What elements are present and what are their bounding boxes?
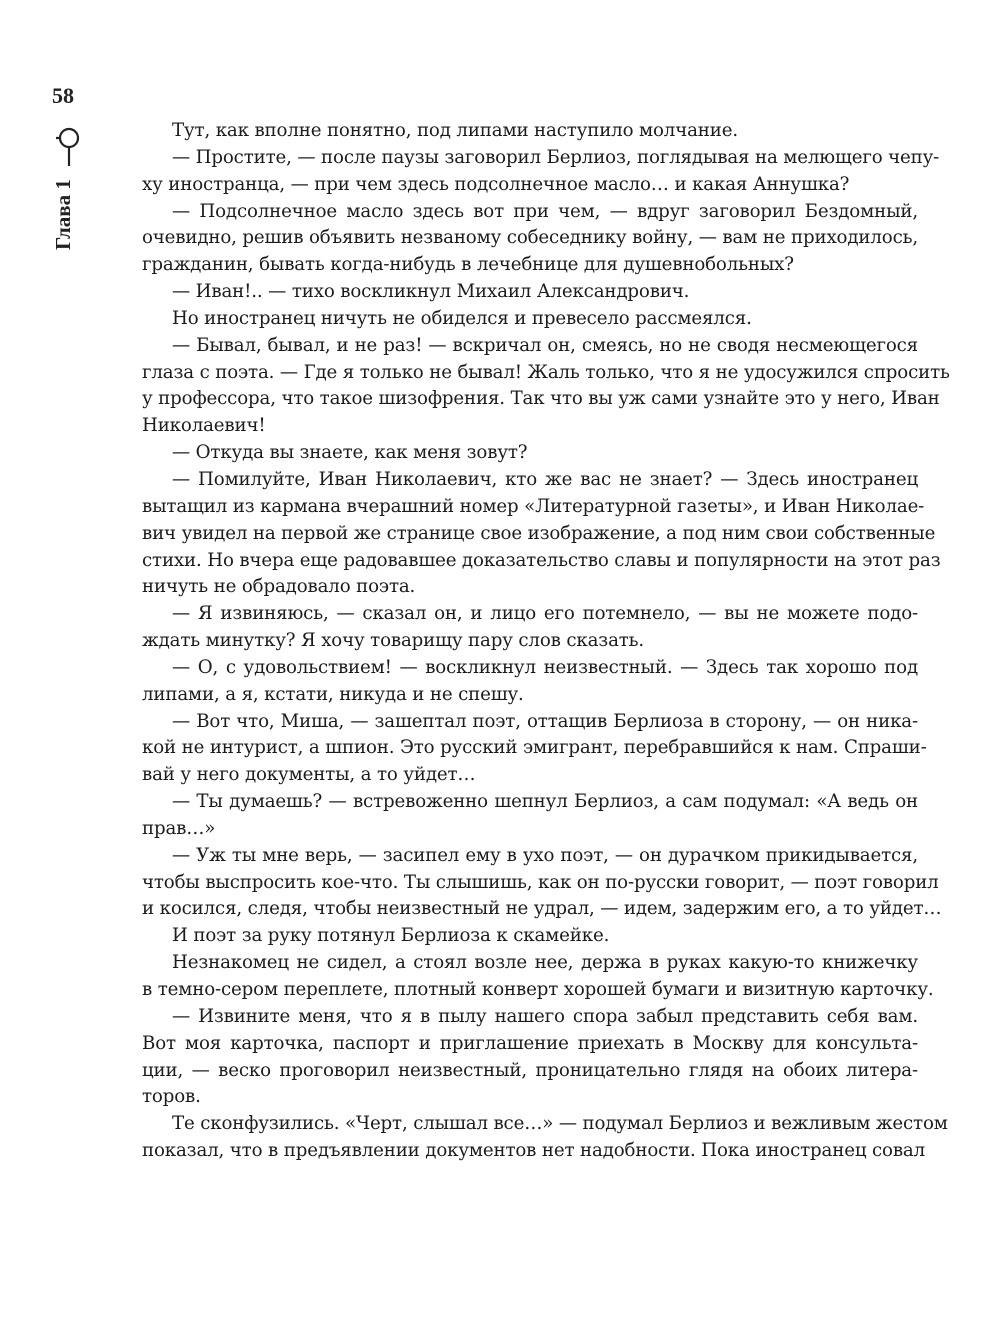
paragraph bbox=[142, 306, 918, 333]
text-line: — Простите, — после паузы заговорил Берлиоз, поглядывая на мелющего чепу- bbox=[172, 146, 940, 168]
text-line: — Вот что, Миша, — зашептал поэт, оттащив Берлиоза в сторону, — он ника- bbox=[172, 710, 918, 732]
text-line: кой не интурист, а шпион. Это русский эмигрант, перебравшийся к нам. Спраши- bbox=[142, 737, 927, 759]
body-text bbox=[142, 118, 950, 1165]
text-line: Но иностранец ничуть не обиделся и превесело рассмеялся. bbox=[172, 307, 752, 329]
text-line: — Откуда вы знаете, как меня зовут? bbox=[172, 442, 528, 464]
paragraph bbox=[142, 1004, 918, 1111]
text-line: — Иван!.. — тихо воскликнул Михаил Александрович. bbox=[172, 281, 690, 303]
text-line: у профессора, что такое шизофрения. Так что вы уж сами узнайте это у него, Иван bbox=[142, 388, 940, 410]
text-line: стихи. Но вчера еще радовавшее доказательство славы и популярности на этот раз bbox=[142, 549, 941, 571]
text-line: ху иностранца, — при чем здесь подсолнечное масло… и какая Аннушка? bbox=[142, 173, 850, 195]
text-line: показал, что в предъявлении документов нет надобности. Пока иностранец совал bbox=[142, 1140, 926, 1162]
text-line: вич увидел на первой же странице свое изображение, а под ним свои собственные bbox=[142, 522, 936, 544]
text-line: Незнакомец не сидел, а стоял возле нее, держа в руках какую-то книжечку bbox=[172, 952, 918, 974]
text-line: — Уж ты мне верь, — засипел ему в ухо поэт, — он дурачком прикидывается, bbox=[172, 844, 918, 866]
text-line: глаза с поэта. — Где я только не бывал! Жаль только, что я не удосужился спросить bbox=[142, 361, 950, 383]
text-line: липами, а я, кстати, никуда и не спешу. bbox=[142, 683, 524, 705]
text-line: — Помилуйте, Иван Николаевич, кто же вас не знает? — Здесь иностранец bbox=[172, 468, 918, 490]
text-line: ждать минутку? Я хочу товарищу пару слов сказать. bbox=[142, 630, 645, 652]
text-line: ничуть не обрадовало поэта. bbox=[142, 576, 416, 598]
paragraph bbox=[142, 118, 918, 145]
paragraph bbox=[142, 601, 918, 655]
paragraph bbox=[142, 709, 927, 790]
text-line: и косился, следя, чтобы неизвестный не удрал, — идем, задержим его, а то уйдет… bbox=[142, 898, 942, 920]
paragraph bbox=[142, 843, 942, 924]
paragraph bbox=[142, 440, 918, 467]
text-line: вытащил из кармана вчерашний номер «Литературной газеты», и Иван Николае- bbox=[142, 495, 925, 517]
paragraph bbox=[142, 145, 940, 199]
text-line: — Я извиняюсь, — сказал он, и лицо его потемнело, — вы не можете подо- bbox=[172, 603, 918, 625]
text-line: Те сконфузились. «Черт, слышал все…» — подумал Берлиоз и вежливым жестом bbox=[172, 1113, 948, 1135]
text-line: — Ты думаешь? — встревоженно шепнул Берлиоз, а сам подумал: «А ведь он bbox=[172, 791, 918, 813]
text-line: очевидно, решив объявить незваному собеседнику войну, — вам не приходилось, bbox=[142, 227, 918, 249]
paragraph bbox=[142, 655, 918, 709]
text-line: Николаевич! bbox=[142, 415, 266, 437]
text-line: ции, — веско проговорил неизвестный, проницательно глядя на обоих литера- bbox=[142, 1059, 918, 1081]
text-line: Тут, как вполне понятно, под липами наступило молчание. bbox=[172, 120, 738, 141]
paragraph bbox=[142, 950, 934, 1004]
text-line: — Подсолнечное масло здесь вот при чем, — вдруг заговорил Бездомный, bbox=[172, 200, 918, 222]
paragraph bbox=[142, 923, 918, 950]
paragraph bbox=[142, 789, 918, 843]
text-line: вай у него документы, а то уйдет… bbox=[142, 764, 476, 786]
paragraph bbox=[142, 333, 950, 440]
paragraph bbox=[142, 467, 941, 601]
text-line: торов. bbox=[142, 1086, 201, 1108]
text-line: прав…» bbox=[142, 817, 216, 839]
page-number: 58 bbox=[52, 83, 74, 108]
text-line: И поэт за руку потянул Берлиоза к скамейке. bbox=[172, 925, 610, 947]
running-head-label bbox=[50, 110, 76, 250]
text-line: в темно-сером переплете, плотный конверт хорошей бумаги и визитную карточку. bbox=[142, 979, 934, 1000]
text-line: — Бывал, бывал, и не раз! — вскричал он, смеясь, но не сводя несмеющегося bbox=[172, 334, 918, 356]
paragraph bbox=[142, 279, 918, 306]
text-line: — Извините меня, что я в пылу нашего спора забыл представить себя вам. bbox=[172, 1005, 918, 1027]
text-line: Вот моя карточка, паспорт и приглашение приехать в Москву для консульта- bbox=[142, 1032, 918, 1054]
chapter-title: Глава 1 bbox=[51, 179, 75, 250]
text-line: чтобы выспросить кое-что. Ты слышишь, как он по-русски говорит, — поэт говорил bbox=[142, 871, 939, 893]
paragraph bbox=[142, 199, 918, 280]
text-line: — О, с удовольствием! — воскликнул неизвестный. — Здесь так хорошо под bbox=[172, 656, 918, 678]
paragraph bbox=[142, 1111, 948, 1165]
text-line: гражданин, бывать когда-нибудь в лечебнице для душевнобольных? bbox=[142, 254, 794, 276]
